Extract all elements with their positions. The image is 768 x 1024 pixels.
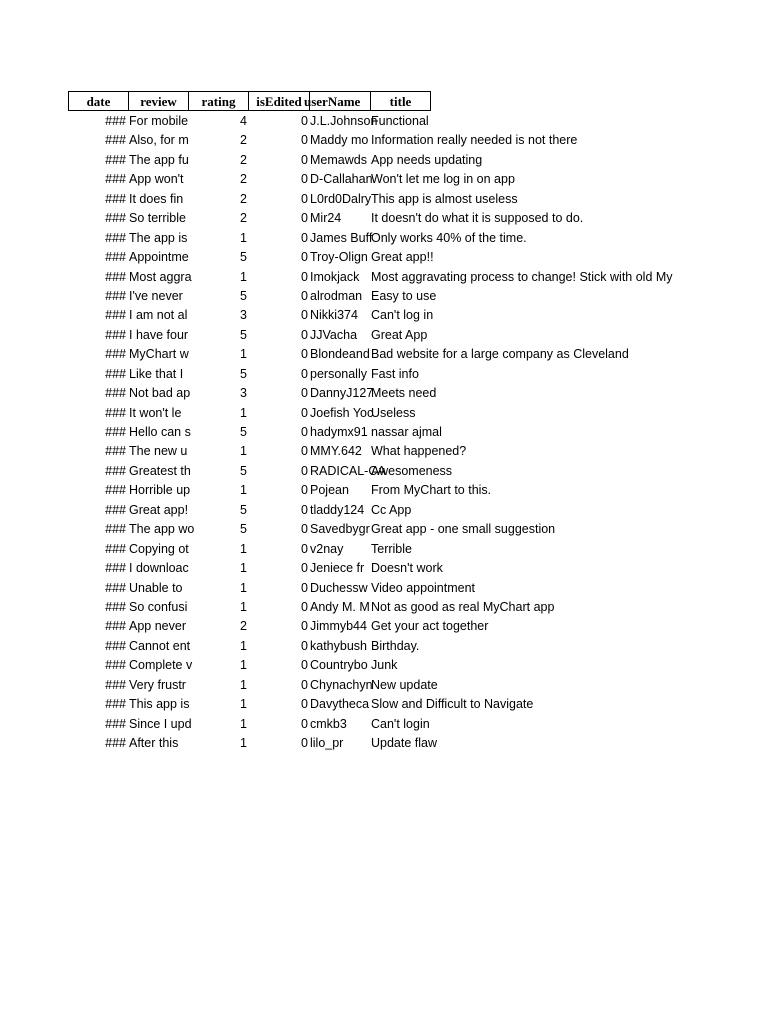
cell-rating (189, 715, 249, 734)
cell-review: I am not al (129, 308, 188, 323)
cell-date: ### (105, 522, 126, 537)
cell-review: Greatest th (129, 463, 191, 478)
cell-username: RADICAL-CA (310, 463, 386, 478)
cell-title: Fast info (371, 366, 419, 381)
cell-title: Video appointment (371, 580, 476, 595)
table-row (68, 326, 688, 345)
cell-username: Blondeand (310, 347, 370, 362)
cell-rating-value: 1 (240, 230, 247, 245)
cell-title: Functional (371, 114, 429, 128)
cell-username: personally (310, 366, 367, 381)
cell-username: Andy M. M (310, 599, 370, 614)
cell-rating (189, 598, 249, 617)
cell-username: JJVacha (310, 327, 358, 342)
cell-rating (189, 345, 249, 364)
table-row (68, 190, 688, 209)
table-row (68, 131, 688, 150)
cell-rating-value: 2 (240, 211, 247, 226)
cell-date: ### (105, 697, 126, 712)
table-body (68, 112, 688, 753)
cell-title: Birthday. (371, 638, 420, 653)
cell-rating-value: 1 (240, 638, 247, 653)
cell-rating (189, 365, 249, 384)
cell-username: lilo_pr (310, 736, 344, 750)
cell-title: Meets need (371, 386, 437, 401)
cell-title: It doesn't do what it is supposed to do. (371, 211, 584, 226)
cell-rating-value: 5 (240, 250, 247, 265)
cell-isedited: 0 (301, 697, 308, 712)
cell-date: ### (105, 580, 126, 595)
cell-isedited: 0 (301, 599, 308, 614)
cell-date: ### (105, 288, 126, 303)
header-date: date (68, 91, 129, 111)
cell-title: Easy to use (371, 288, 437, 303)
cell-review: The new u (129, 444, 188, 459)
cell-date: ### (105, 736, 126, 750)
cell-isedited: 0 (301, 522, 308, 537)
cell-rating-value: 5 (240, 327, 247, 342)
cell-date: ### (105, 444, 126, 459)
cell-date: ### (105, 250, 126, 265)
cell-username: Imokjack (310, 269, 360, 284)
cell-isedited: 0 (301, 308, 308, 323)
cell-review: Very frustr (129, 677, 186, 692)
header-title: title (370, 91, 431, 111)
cell-title: Junk (371, 658, 398, 673)
cell-rating (189, 190, 249, 209)
cell-title: Information really needed is not there (371, 133, 578, 148)
cell-date: ### (105, 425, 126, 439)
cell-review: Also, for m (129, 133, 189, 148)
cell-date: ### (105, 347, 126, 362)
cell-review: It won't le (129, 405, 182, 420)
table-row (68, 559, 688, 578)
cell-rating (189, 617, 249, 636)
table-row (68, 617, 688, 636)
cell-rating (189, 501, 249, 520)
cell-title: Useless (371, 405, 416, 420)
table-row (68, 540, 688, 559)
cell-rating-value: 1 (240, 269, 247, 284)
cell-username: Duchessw (310, 580, 368, 595)
cell-username: Jeniece fr (310, 561, 365, 576)
table-row (68, 501, 688, 520)
cell-date: ### (105, 638, 126, 653)
cell-isedited: 0 (301, 716, 308, 731)
cell-username: Troy-Olign (310, 250, 368, 265)
cell-review: Unable to (129, 580, 183, 595)
cell-review: The app fu (129, 152, 189, 167)
cell-date: ### (105, 677, 126, 692)
cell-rating (189, 306, 249, 325)
cell-rating (189, 209, 249, 228)
cell-rating (189, 287, 249, 306)
table-row (68, 151, 688, 170)
cell-rating (189, 520, 249, 539)
table-row (68, 715, 688, 734)
cell-title: Only works 40% of the time. (371, 230, 527, 245)
cell-title: Great app - one small suggestion (371, 522, 556, 537)
cell-rating (189, 248, 249, 267)
table-row (68, 112, 688, 131)
cell-rating (189, 579, 249, 598)
cell-rating (189, 481, 249, 500)
cell-review: I have four (129, 327, 189, 342)
cell-review: Most aggra (129, 269, 192, 284)
cell-rating (189, 384, 249, 403)
cell-rating-value: 1 (240, 347, 247, 362)
cell-date: ### (105, 658, 126, 673)
cell-date: ### (105, 133, 126, 148)
header-username (304, 91, 371, 111)
table-row (68, 462, 688, 481)
cell-rating-value: 1 (240, 405, 247, 420)
cell-date: ### (105, 483, 126, 498)
cell-date: ### (105, 269, 126, 284)
cell-rating (189, 268, 249, 287)
cell-title: Get your act together (371, 619, 489, 634)
cell-rating (189, 734, 249, 753)
table-row (68, 209, 688, 228)
cell-isedited: 0 (301, 288, 308, 303)
cell-isedited: 0 (301, 444, 308, 459)
cell-username: alrodman (310, 288, 363, 303)
cell-isedited: 0 (301, 619, 308, 634)
cell-review: Great app! (129, 502, 189, 517)
cell-title: This app is almost useless (371, 191, 518, 206)
table-row (68, 481, 688, 500)
cell-rating (189, 637, 249, 656)
cell-review: Cannot ent (129, 638, 191, 653)
cell-rating (189, 423, 249, 442)
cell-isedited: 0 (301, 366, 308, 381)
cell-date: ### (105, 463, 126, 478)
cell-title: Slow and Difficult to Navigate (371, 697, 534, 712)
cell-isedited: 0 (301, 677, 308, 692)
cell-review: Horrible up (129, 483, 191, 498)
cell-username: cmkb3 (310, 716, 347, 731)
cell-isedited: 0 (301, 250, 308, 265)
cell-review: I downloac (129, 561, 189, 576)
cell-rating-value: 4 (240, 114, 247, 128)
cell-date: ### (105, 405, 126, 420)
cell-date: ### (105, 308, 126, 323)
cell-username: MMY.642 (310, 444, 362, 459)
table-row (68, 306, 688, 325)
cell-username: kathybush (310, 638, 367, 653)
cell-username: hadymx91 (310, 425, 368, 439)
cell-date: ### (105, 191, 126, 206)
header-username-label: userName (304, 94, 361, 109)
header-isedited: isEdited (248, 91, 310, 111)
header-rating: rating (188, 91, 249, 111)
table-row (68, 229, 688, 248)
cell-title: Bad website for a large company as Cleveland (371, 347, 629, 362)
cell-review: App never (129, 619, 186, 634)
cell-date: ### (105, 172, 126, 187)
cell-rating-value: 1 (240, 561, 247, 576)
cell-username: DannyJ127 (310, 386, 374, 401)
cell-rating (189, 326, 249, 345)
cell-isedited: 0 (301, 211, 308, 226)
cell-rating (189, 112, 249, 131)
cell-isedited: 0 (301, 327, 308, 342)
cell-rating (189, 540, 249, 559)
cell-title: Great app!! (371, 250, 434, 265)
cell-review: I've never (129, 288, 183, 303)
cell-isedited: 0 (301, 502, 308, 517)
cell-isedited: 0 (301, 269, 308, 284)
cell-isedited: 0 (301, 405, 308, 420)
cell-date: ### (105, 619, 126, 634)
cell-rating-value: 5 (240, 502, 247, 517)
cell-username: L0rd0Dalry (310, 191, 372, 206)
cell-title: Cc App (371, 502, 412, 517)
cell-title: App needs updating (371, 152, 483, 167)
cell-isedited: 0 (301, 133, 308, 148)
cell-title: Awesomeness (371, 463, 453, 478)
cell-rating (189, 170, 249, 189)
cell-rating-value: 1 (240, 736, 247, 750)
cell-isedited: 0 (301, 638, 308, 653)
cell-review: So confusi (129, 599, 188, 614)
table-row (68, 734, 688, 753)
cell-title: Won't let me log in on app (371, 172, 515, 187)
cell-rating-value: 1 (240, 580, 247, 595)
cell-rating (189, 695, 249, 714)
cell-rating (189, 462, 249, 481)
cell-rating (189, 442, 249, 461)
cell-rating-value: 5 (240, 366, 247, 381)
cell-isedited: 0 (301, 425, 308, 439)
cell-rating-value: 2 (240, 191, 247, 206)
cell-review: It does fin (129, 191, 184, 206)
cell-rating (189, 151, 249, 170)
cell-review: So terrible (129, 211, 186, 226)
cell-rating-value: 1 (240, 599, 247, 614)
cell-title: Can't log in (371, 308, 434, 323)
cell-username: Pojean (310, 483, 349, 498)
cell-review: The app wo (129, 522, 195, 537)
cell-title: Doesn't work (371, 561, 443, 576)
cell-review: MyChart w (129, 347, 189, 362)
cell-isedited: 0 (301, 347, 308, 362)
cell-username: Jimmyb44 (310, 619, 367, 634)
cell-date: ### (105, 366, 126, 381)
cell-isedited: 0 (301, 580, 308, 595)
cell-review: Not bad ap (129, 386, 191, 401)
table-row (68, 170, 688, 189)
cell-username: J.L.Johnson (310, 114, 378, 128)
table-row (68, 345, 688, 364)
cell-review: Appointme (129, 250, 189, 265)
cell-review: Like that I (129, 366, 184, 381)
cell-rating (189, 404, 249, 423)
table-row (68, 268, 688, 287)
cell-username: tladdy124 (310, 502, 365, 517)
cell-rating (189, 559, 249, 578)
cell-rating (189, 676, 249, 695)
cell-rating (189, 229, 249, 248)
cell-isedited: 0 (301, 541, 308, 556)
cell-title: Great App (371, 327, 428, 342)
cell-review: The app is (129, 230, 188, 245)
cell-rating-value: 5 (240, 522, 247, 537)
cell-title: Most aggravating process to change! Stick with old My (371, 269, 673, 284)
cell-date: ### (105, 230, 126, 245)
cell-isedited: 0 (301, 561, 308, 576)
cell-title: nassar ajmal (371, 425, 442, 439)
cell-username: v2nay (310, 541, 344, 556)
table-row (68, 656, 688, 675)
cell-rating-value: 1 (240, 483, 247, 498)
cell-date: ### (105, 327, 126, 342)
cell-isedited: 0 (301, 658, 308, 673)
cell-title: Update flaw (371, 736, 438, 750)
cell-date: ### (105, 114, 126, 128)
cell-isedited: 0 (301, 463, 308, 478)
cell-username: Davytheca (310, 697, 370, 712)
table-row (68, 404, 688, 423)
cell-isedited: 0 (301, 152, 308, 167)
cell-date: ### (105, 561, 126, 576)
table-row (68, 676, 688, 695)
cell-rating-value: 1 (240, 677, 247, 692)
cell-rating-value: 2 (240, 133, 247, 148)
cell-isedited: 0 (301, 230, 308, 245)
cell-rating-value: 1 (240, 541, 247, 556)
cell-date: ### (105, 211, 126, 226)
cell-date: ### (105, 386, 126, 401)
table-row (68, 248, 688, 267)
cell-title: Terrible (371, 541, 412, 556)
table-row (68, 365, 688, 384)
table-row (68, 520, 688, 539)
cell-review: Hello can s (129, 425, 191, 439)
cell-rating-value: 1 (240, 716, 247, 731)
cell-rating-value: 5 (240, 288, 247, 303)
cell-username: Chynachyn (310, 677, 373, 692)
cell-username: Maddy mo (310, 133, 369, 148)
table-row (68, 287, 688, 306)
cell-title: What happened? (371, 444, 467, 459)
cell-isedited: 0 (301, 191, 308, 206)
cell-isedited: 0 (301, 386, 308, 401)
cell-rating-value: 1 (240, 697, 247, 712)
cell-username: Nikki374 (310, 308, 358, 323)
cell-review: After this (129, 736, 179, 750)
header-review: review (128, 91, 189, 111)
cell-isedited: 0 (301, 483, 308, 498)
cell-date: ### (105, 541, 126, 556)
cell-title: Not as good as real MyChart app (371, 599, 555, 614)
table-row (68, 598, 688, 617)
cell-rating-value: 2 (240, 619, 247, 634)
cell-review: Since I upd (129, 716, 192, 731)
cell-username: Memawds (310, 152, 367, 167)
cell-review: This app is (129, 697, 190, 712)
cell-rating (189, 656, 249, 675)
cell-rating-value: 3 (240, 308, 247, 323)
cell-username: Joefish Yoc (310, 405, 374, 420)
cell-review: Complete v (129, 658, 193, 673)
cell-username: James Buff (310, 230, 373, 245)
cell-username: D-Callahan (310, 172, 373, 187)
cell-review: App won't (129, 172, 184, 187)
cell-isedited: 0 (301, 736, 308, 750)
table-row (68, 695, 688, 714)
cell-rating-value: 5 (240, 425, 247, 439)
cell-date: ### (105, 716, 126, 731)
table-row (68, 384, 688, 403)
table-row (68, 442, 688, 461)
cell-date: ### (105, 502, 126, 517)
cell-date: ### (105, 599, 126, 614)
cell-username: Countrybo (310, 658, 368, 673)
table-row (68, 423, 688, 442)
cell-rating-value: 3 (240, 386, 247, 401)
cell-title: New update (371, 677, 438, 692)
table-row (68, 637, 688, 656)
cell-isedited: 0 (301, 114, 308, 128)
cell-isedited: 0 (301, 172, 308, 187)
cell-username: Mir24 (310, 211, 342, 226)
cell-date: ### (105, 152, 126, 167)
cell-username: Savedbygr (310, 522, 370, 537)
cell-title: From MyChart to this. (371, 483, 492, 498)
cell-rating-value: 2 (240, 172, 247, 187)
cell-rating (189, 131, 249, 150)
cell-rating-value: 5 (240, 463, 247, 478)
cell-review: For mobile (129, 114, 189, 128)
cell-rating-value: 1 (240, 658, 247, 673)
table-row (68, 579, 688, 598)
cell-rating-value: 2 (240, 152, 247, 167)
cell-title: Can't login (371, 716, 430, 731)
cell-review: Copying ot (129, 541, 189, 556)
cell-rating-value: 1 (240, 444, 247, 459)
